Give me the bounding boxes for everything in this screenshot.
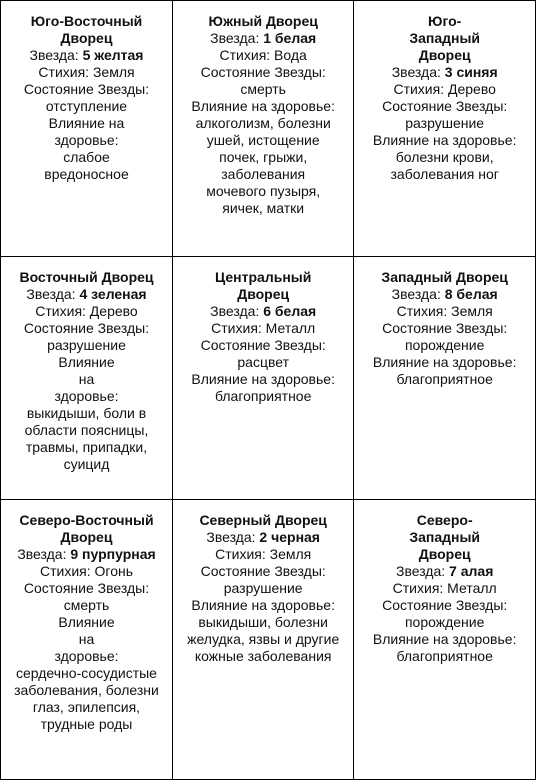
state-label: Состояние Звезды: <box>200 563 326 579</box>
health-label: Влияние на здоровье: <box>48 115 125 148</box>
star-line <box>175 30 351 47</box>
state-label: Состояние Звезды: <box>200 337 326 353</box>
palace-east <box>1 257 173 500</box>
element-line: Стихия: Вода <box>219 47 307 63</box>
star-line <box>356 563 533 580</box>
element-line: Стихия: Земля <box>38 64 135 80</box>
star-line <box>356 286 533 303</box>
palace-northwest <box>354 500 535 779</box>
palace-northeast <box>1 500 173 779</box>
state-label: Состояние Звезды: <box>200 64 326 80</box>
star-line <box>3 546 170 563</box>
star-value: 6 белая <box>263 303 317 319</box>
state-value: отступление <box>45 98 128 114</box>
state-label: Состояние Звезды: <box>382 98 508 114</box>
health-label: Влияние на здоровье: <box>191 98 335 114</box>
state-value: смерть <box>240 81 286 97</box>
star-label: Звезда: <box>206 529 256 545</box>
star-line <box>356 64 533 81</box>
palace-title: Северо-Западный Дворец <box>409 512 481 562</box>
star-label: Звезда: <box>210 30 260 46</box>
star-value: 2 черная <box>259 529 320 545</box>
health-value: благоприятное <box>214 388 312 404</box>
palace-title: Центральный Дворец <box>215 269 312 302</box>
state-label: Состояние Звезды: <box>382 320 508 336</box>
state-label: Состояние Звезды: <box>23 580 150 596</box>
star-label: Звезда: <box>210 303 260 319</box>
state-label: Состояние Звезды: <box>382 597 508 613</box>
element-line: Стихия: Огонь <box>39 563 134 579</box>
palace-title: Северо-Восточный Дворец <box>19 512 154 545</box>
health-value: выкидыши, болезни желудка, язвы и другие кожные заболевания <box>187 614 340 664</box>
state-value: разрушение <box>405 115 485 131</box>
state-value: разрушение <box>223 580 303 596</box>
palace-title: Северный Дворец <box>199 512 327 528</box>
palace-title: Восточный Дворец <box>19 269 154 285</box>
star-label: Звезда: <box>395 563 446 579</box>
health-value: благоприятное <box>396 648 493 664</box>
element-line: Стихия: Металл <box>392 580 497 596</box>
health-value: слабое вредоносное <box>44 149 129 182</box>
star-label: Звезда: <box>26 286 76 302</box>
star-value: 3 синяя <box>444 64 498 80</box>
state-value: расцвет <box>237 354 289 370</box>
element-line: Стихия: Дерево <box>393 81 496 97</box>
element-line: Стихия: Металл <box>211 320 316 336</box>
health-label: Влияние на здоровье: <box>372 132 517 148</box>
palace-south <box>173 1 354 257</box>
state-value: порождение <box>404 337 485 353</box>
state-label: Состояние Звезды: <box>23 81 150 97</box>
star-line <box>3 47 170 64</box>
element-line: Стихия: Земля <box>215 546 312 562</box>
star-value: 5 желтая <box>82 47 144 63</box>
health-value: болезни крови, заболевания ног <box>390 149 499 182</box>
health-label: Влияние на здоровье: <box>54 354 119 404</box>
star-value: 9 пурпурная <box>70 546 156 562</box>
palace-title: Западный Дворец <box>381 269 508 285</box>
element-line: Стихия: Земля <box>396 303 493 319</box>
health-label: Влияние на здоровье: <box>372 631 517 647</box>
palace-title: Южный Дворец <box>208 13 318 29</box>
star-label: Звезда: <box>17 546 67 562</box>
palace-southwest <box>354 1 535 257</box>
health-value: сердечно-сосудистые заболевания, болезни глаз, эпилепсия, трудные роды <box>14 665 159 732</box>
star-label: Звезда: <box>391 286 441 302</box>
star-value: 4 зеленая <box>79 286 147 302</box>
health-label: Влияние на здоровье: <box>54 614 119 664</box>
star-value: 8 белая <box>444 286 498 302</box>
palace-north <box>173 500 354 779</box>
state-value: порождение <box>404 614 485 630</box>
star-value: 1 белая <box>263 30 317 46</box>
star-label: Звезда: <box>391 64 441 80</box>
health-value: благоприятное <box>396 371 493 387</box>
health-value: алкоголизм, болезни ушей, истощение почек, грыжи, заболевания мочевого пузыря, яичек, матки <box>195 115 331 216</box>
star-line <box>175 529 351 546</box>
health-label: Влияние на здоровье: <box>191 597 335 613</box>
palace-center <box>173 257 354 500</box>
star-value: 7 алая <box>449 563 494 579</box>
health-label: Влияние на здоровье: <box>191 371 335 387</box>
palace-west <box>354 257 535 500</box>
palace-title: Юго-Восточный Дворец <box>30 13 143 46</box>
health-label: Влияние на здоровье: <box>372 354 517 370</box>
element-line: Стихия: Дерево <box>35 303 138 319</box>
palace-southeast <box>1 1 173 257</box>
state-value: смерть <box>63 597 110 613</box>
star-line <box>175 303 351 320</box>
star-label: Звезда: <box>29 47 79 63</box>
state-label: Состояние Звезды: <box>23 320 150 336</box>
state-value: разрушение <box>47 337 126 353</box>
health-value: выкидыши, боли в области поясницы, травмы, припадки, суицид <box>24 405 149 472</box>
star-line <box>3 286 170 303</box>
palace-title: Юго-Западный Дворец <box>409 13 481 63</box>
